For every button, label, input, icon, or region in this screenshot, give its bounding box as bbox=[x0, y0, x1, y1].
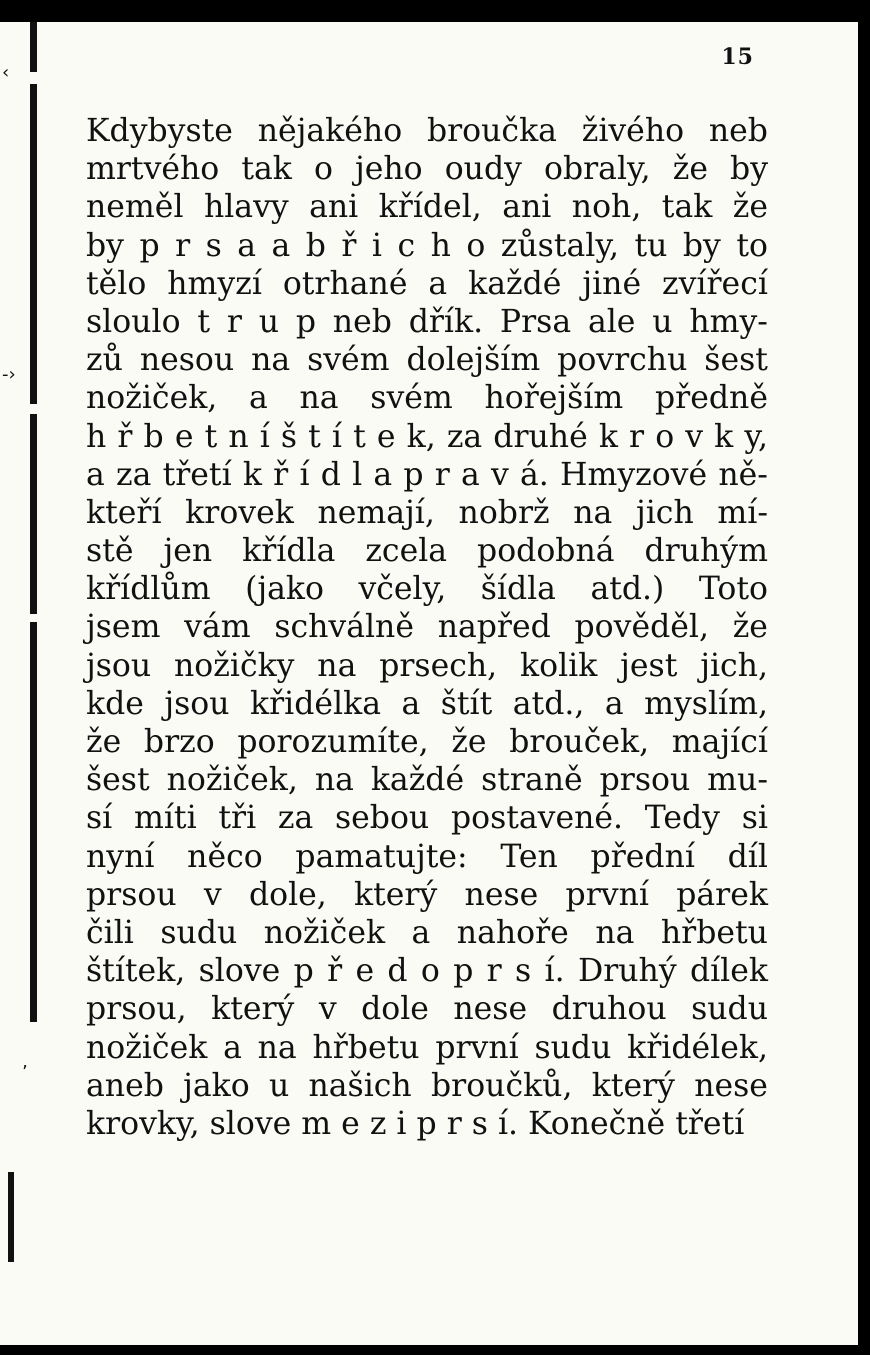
word: křidélek, bbox=[627, 1029, 768, 1066]
text-line bbox=[86, 1029, 768, 1067]
word: na bbox=[317, 647, 357, 684]
word: jako bbox=[183, 1067, 250, 1104]
word: otrhané bbox=[282, 265, 408, 302]
word: p bbox=[293, 953, 314, 990]
word: ř bbox=[273, 456, 289, 493]
word: straně bbox=[481, 762, 583, 799]
word: sudu bbox=[534, 1029, 612, 1066]
text-line bbox=[86, 799, 768, 837]
word: že bbox=[86, 724, 122, 760]
word: našich bbox=[308, 1067, 412, 1104]
word: a bbox=[411, 914, 431, 951]
word: o bbox=[655, 418, 675, 455]
word: o bbox=[466, 227, 486, 264]
word: v bbox=[318, 991, 337, 1028]
word: jest bbox=[620, 647, 678, 684]
word: schválně bbox=[274, 609, 414, 646]
word: křídlům bbox=[86, 571, 211, 608]
word: aneb bbox=[86, 1067, 164, 1104]
word: ř bbox=[327, 953, 343, 990]
word: kde bbox=[86, 685, 144, 722]
word: štítek, bbox=[86, 953, 186, 990]
text-line bbox=[86, 685, 768, 723]
word: dolejším bbox=[406, 342, 541, 379]
word: zcela bbox=[365, 533, 448, 570]
word: jeho bbox=[354, 151, 423, 188]
word: jich, bbox=[700, 647, 768, 684]
word: tak bbox=[661, 189, 713, 226]
word: s bbox=[515, 953, 532, 990]
word: hlavy bbox=[203, 189, 289, 226]
word: nobrž bbox=[458, 494, 550, 531]
word: r bbox=[629, 418, 645, 455]
word: porozumíte, bbox=[237, 724, 429, 760]
word: a bbox=[373, 456, 393, 493]
word: křídla bbox=[242, 533, 336, 570]
word: druhé bbox=[493, 418, 588, 455]
word: hmy- bbox=[689, 303, 768, 340]
text-line bbox=[86, 188, 768, 226]
word: tělo bbox=[86, 265, 147, 302]
word: a bbox=[401, 685, 421, 722]
word: svém bbox=[307, 342, 390, 379]
word: kteří bbox=[86, 494, 162, 531]
word: e bbox=[376, 418, 396, 455]
word: v bbox=[203, 876, 222, 913]
word: si bbox=[741, 800, 768, 837]
word: prsou, bbox=[86, 991, 187, 1028]
word: nějakého bbox=[257, 113, 403, 149]
word: o bbox=[420, 953, 440, 990]
word: a bbox=[86, 456, 105, 493]
word: něco bbox=[187, 838, 263, 875]
word: a bbox=[604, 685, 624, 722]
word: nožiček, bbox=[166, 762, 298, 799]
word: jiné bbox=[582, 265, 642, 302]
word: sloulo bbox=[86, 303, 181, 340]
word: a bbox=[223, 1029, 242, 1066]
text-line bbox=[86, 112, 768, 150]
word: na bbox=[257, 1029, 297, 1066]
text-line bbox=[86, 227, 768, 265]
word: neb bbox=[332, 303, 392, 340]
word: hořejším bbox=[484, 380, 624, 417]
word: párek bbox=[676, 876, 768, 913]
word: ř bbox=[341, 227, 357, 264]
word: tak bbox=[241, 151, 292, 188]
word: druhou bbox=[551, 991, 667, 1028]
word: jsem bbox=[86, 609, 161, 646]
word: v bbox=[490, 456, 509, 493]
word: broučka bbox=[426, 113, 557, 149]
word: šídla bbox=[480, 571, 556, 608]
word: ř bbox=[117, 418, 133, 455]
word: a bbox=[237, 227, 257, 264]
word: na bbox=[573, 494, 613, 531]
word: Hmyzové bbox=[559, 456, 708, 493]
word: ně- bbox=[718, 456, 768, 493]
word: nožiček, bbox=[86, 380, 218, 417]
spine-line-lower bbox=[30, 622, 37, 1022]
word: štít bbox=[440, 685, 493, 722]
word: hřbetu bbox=[312, 1029, 420, 1066]
word: mu- bbox=[707, 762, 768, 799]
text-line bbox=[86, 570, 768, 608]
word: křídel, bbox=[378, 189, 482, 226]
word: Kdybyste bbox=[86, 113, 233, 149]
word: r bbox=[175, 227, 191, 264]
word: brouček, bbox=[509, 724, 650, 760]
word: í bbox=[331, 418, 342, 455]
word: kolik bbox=[520, 647, 598, 684]
word: r bbox=[486, 953, 502, 990]
word: vám bbox=[184, 609, 251, 646]
text-line bbox=[86, 150, 768, 188]
word: že bbox=[732, 189, 768, 226]
word: povrchu bbox=[557, 342, 688, 379]
word: k bbox=[242, 456, 262, 493]
word: nese bbox=[694, 1067, 768, 1104]
word: že bbox=[672, 151, 708, 188]
word: jich bbox=[635, 494, 694, 531]
text-line bbox=[86, 952, 768, 990]
word: a bbox=[249, 380, 268, 417]
word: nese bbox=[464, 876, 539, 913]
word: živého bbox=[581, 113, 685, 149]
word: š bbox=[280, 418, 298, 455]
word: první bbox=[435, 1029, 519, 1066]
word: který bbox=[211, 991, 295, 1028]
word: předně bbox=[655, 380, 768, 417]
word: jsou bbox=[86, 647, 152, 684]
word: neb bbox=[708, 113, 768, 149]
text-line bbox=[86, 723, 768, 761]
word: t bbox=[197, 303, 211, 340]
word: h bbox=[430, 227, 451, 264]
word: í. bbox=[544, 953, 565, 990]
spine-mark: -› bbox=[2, 364, 16, 385]
word: nahoře bbox=[456, 914, 569, 951]
word: zůstaly, bbox=[500, 227, 619, 264]
word: zvířecí bbox=[662, 265, 768, 302]
word: nyní bbox=[86, 838, 155, 875]
word: tři bbox=[218, 800, 257, 837]
word: (jako bbox=[245, 571, 324, 608]
word: za bbox=[115, 456, 152, 493]
word: atd., bbox=[512, 685, 585, 722]
word: křidélka bbox=[250, 685, 381, 722]
word: t bbox=[308, 418, 321, 455]
word: Prsa bbox=[499, 303, 572, 340]
text-line bbox=[86, 532, 768, 570]
word: brzo bbox=[143, 724, 215, 760]
word: n bbox=[228, 418, 249, 455]
text-line bbox=[86, 608, 768, 646]
word: krovek bbox=[185, 494, 294, 531]
word: díl bbox=[727, 838, 768, 875]
word: a bbox=[428, 265, 448, 302]
word: zů bbox=[86, 342, 123, 379]
word: nemají, bbox=[317, 494, 435, 531]
word: by bbox=[682, 227, 721, 264]
word: dílek bbox=[689, 953, 768, 990]
text-line bbox=[86, 494, 768, 532]
word: tu bbox=[634, 227, 668, 264]
word: t bbox=[353, 418, 366, 455]
text-line bbox=[86, 341, 768, 379]
word: čili bbox=[86, 914, 134, 951]
word: postavené. bbox=[450, 800, 624, 837]
word: že bbox=[451, 724, 487, 760]
word: podobná bbox=[477, 533, 615, 570]
word: třetí bbox=[162, 456, 232, 493]
word: á. bbox=[519, 456, 549, 493]
word: p bbox=[453, 953, 474, 990]
word: Tedy bbox=[644, 800, 720, 837]
word: šest bbox=[704, 342, 768, 379]
word: stě bbox=[86, 533, 134, 570]
spine-line-middle bbox=[30, 414, 37, 614]
word: hřbetu bbox=[660, 914, 768, 951]
word: první bbox=[565, 876, 649, 913]
word: r bbox=[226, 303, 242, 340]
word: mí- bbox=[717, 494, 768, 531]
word: k bbox=[598, 418, 618, 455]
word: í bbox=[259, 418, 270, 455]
word: který bbox=[354, 876, 438, 913]
word: pověděl, bbox=[574, 609, 709, 646]
word: slove bbox=[198, 953, 281, 990]
word: p bbox=[139, 227, 160, 264]
word: ani bbox=[502, 189, 552, 226]
word: sebou bbox=[335, 800, 430, 837]
word: c bbox=[397, 227, 416, 264]
spine-mark: ’ bbox=[22, 1062, 28, 1083]
word: jen bbox=[163, 533, 213, 570]
word: svém bbox=[370, 380, 453, 417]
word: oudy bbox=[444, 151, 522, 188]
word: přední bbox=[590, 838, 695, 875]
word: nožiček bbox=[263, 914, 386, 951]
word: že bbox=[732, 609, 768, 646]
text-line bbox=[86, 379, 768, 417]
word: na bbox=[251, 342, 291, 379]
word: sudu bbox=[691, 991, 768, 1028]
text-line-content: krovky, slove m e z i p r s í. Konečně třetí bbox=[86, 1105, 745, 1142]
word: k, bbox=[406, 418, 436, 455]
word: o bbox=[313, 151, 333, 188]
word: dole bbox=[361, 991, 429, 1028]
word: i bbox=[371, 227, 382, 264]
text-line bbox=[86, 761, 768, 799]
spine-line-upper bbox=[30, 84, 37, 404]
word: prsou bbox=[86, 876, 177, 913]
word: r bbox=[434, 456, 450, 493]
word: každé bbox=[468, 265, 562, 302]
text-line bbox=[86, 647, 768, 685]
word: d bbox=[320, 456, 341, 493]
text-line bbox=[86, 876, 768, 914]
word: dole, bbox=[248, 876, 327, 913]
word: Druhý bbox=[577, 953, 677, 990]
page-number: 15 bbox=[721, 44, 754, 70]
word: mrtvého bbox=[86, 151, 220, 188]
word: napřed bbox=[437, 609, 551, 646]
text-line bbox=[86, 303, 768, 341]
page-spine-edge bbox=[2, 22, 40, 1345]
word: e bbox=[174, 418, 194, 455]
spine-line-bottom bbox=[8, 1172, 14, 1262]
word: který bbox=[591, 1067, 675, 1104]
word: na bbox=[314, 762, 354, 799]
word: Ten bbox=[500, 838, 558, 875]
book-page bbox=[0, 22, 858, 1345]
word: broučků, bbox=[430, 1067, 573, 1104]
word: druhým bbox=[644, 533, 768, 570]
word: nese bbox=[453, 991, 528, 1028]
word: prsou bbox=[599, 762, 691, 799]
word: za bbox=[277, 800, 314, 837]
word: k bbox=[714, 418, 734, 455]
word: by bbox=[86, 227, 124, 264]
spine-line-top bbox=[30, 22, 37, 72]
word: b bbox=[143, 418, 164, 455]
spine-mark: ‹ bbox=[2, 62, 10, 83]
word: sí bbox=[86, 800, 113, 837]
word: nožičky bbox=[174, 647, 295, 684]
text-line bbox=[86, 914, 768, 952]
word: v bbox=[685, 418, 704, 455]
word: za bbox=[446, 418, 483, 455]
word: l bbox=[352, 456, 363, 493]
word: myslím, bbox=[644, 685, 768, 722]
word: nožiček bbox=[86, 1029, 208, 1066]
text-line bbox=[86, 456, 768, 494]
word: p bbox=[403, 456, 424, 493]
word: to bbox=[736, 227, 768, 264]
word: šest bbox=[86, 762, 150, 799]
word: d bbox=[387, 953, 408, 990]
word: b bbox=[305, 227, 326, 264]
text-line bbox=[86, 265, 768, 303]
word: na bbox=[299, 380, 339, 417]
word: a bbox=[461, 456, 480, 493]
word: prsech, bbox=[379, 647, 498, 684]
word: Toto bbox=[698, 571, 768, 608]
word: pamatujte: bbox=[295, 838, 468, 875]
word: u bbox=[268, 1067, 290, 1104]
word: h bbox=[86, 418, 107, 455]
word: ale bbox=[587, 303, 636, 340]
word: míti bbox=[133, 800, 197, 837]
word: jsou bbox=[164, 685, 230, 722]
text-line bbox=[86, 418, 768, 456]
word: dřík. bbox=[408, 303, 484, 340]
word: a bbox=[271, 227, 291, 264]
word: í bbox=[299, 456, 310, 493]
text-line bbox=[86, 1105, 768, 1143]
word: u bbox=[258, 303, 279, 340]
word: sudu bbox=[160, 914, 238, 951]
word: noh, bbox=[571, 189, 642, 226]
word: y, bbox=[744, 418, 768, 455]
word: mající bbox=[671, 724, 768, 760]
word: s bbox=[205, 227, 222, 264]
word: včely, bbox=[358, 571, 447, 608]
word: nesou bbox=[139, 342, 235, 379]
word: každé bbox=[370, 762, 465, 799]
text-line bbox=[86, 838, 768, 876]
word: e bbox=[355, 953, 375, 990]
word: p bbox=[295, 303, 316, 340]
word: ani bbox=[309, 189, 359, 226]
word: by bbox=[730, 151, 768, 188]
word: atd.) bbox=[590, 571, 665, 608]
word: neměl bbox=[86, 189, 184, 226]
word: hmyzí bbox=[167, 265, 262, 302]
word: obraly, bbox=[543, 151, 651, 188]
word: na bbox=[595, 914, 635, 951]
text-line bbox=[86, 1067, 768, 1105]
body-text bbox=[86, 112, 768, 1143]
word: u bbox=[652, 303, 673, 340]
word: t bbox=[204, 418, 218, 455]
text-line bbox=[86, 990, 768, 1028]
